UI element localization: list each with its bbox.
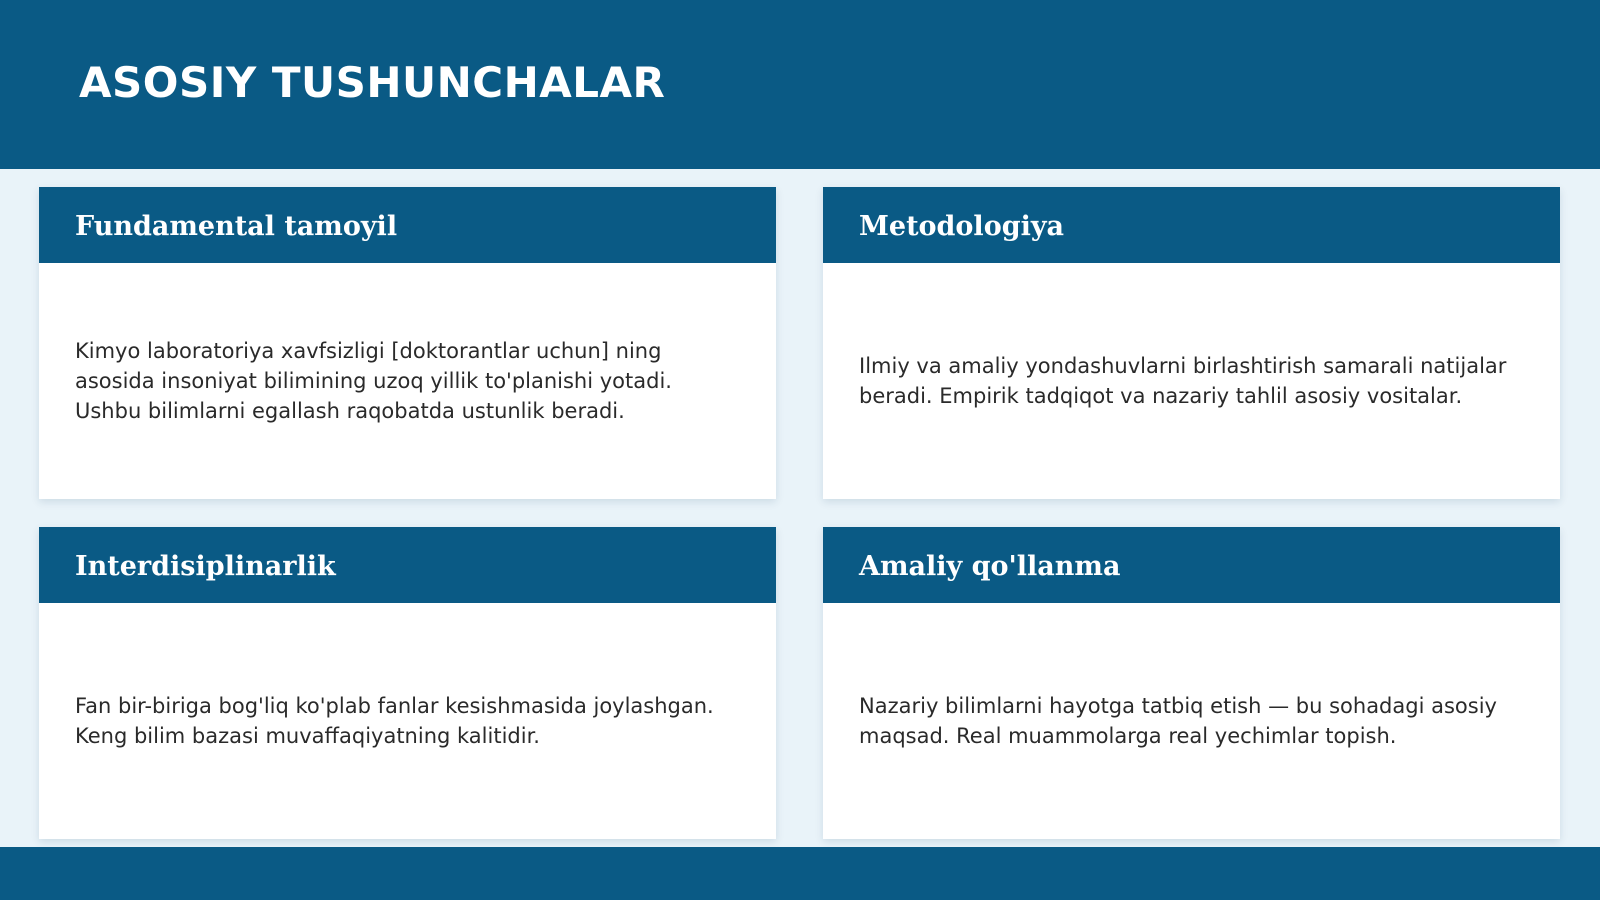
card-header: [39, 527, 776, 603]
card-body: [859, 263, 1524, 499]
card-metodologiya: [823, 187, 1560, 499]
card-title: Amaliy qo'llanma: [859, 551, 1121, 582]
card-header: [39, 187, 776, 263]
card-header: [823, 187, 1560, 263]
card-title: Fundamental tamoyil: [75, 211, 398, 242]
footer-bar: [0, 847, 1600, 900]
card-body: [75, 263, 740, 499]
card-body: [859, 603, 1524, 839]
card-text: Kimyo laboratoriya xavfsizligi [doktorantlar uchun] ning asosida insoniyat bilimining uzoq yillik to'planishi yotadi. Ushbu bilimlarni egallash raqobatda ustunlik beradi.: [75, 339, 672, 423]
card-body: [75, 603, 740, 839]
card-title: Metodologiya: [859, 211, 1065, 242]
card-text: Nazariy bilimlarni hayotga tatbiq etish — bu sohadagi asosiy maqsad. Real muammolarga real yechimlar topish.: [859, 694, 1497, 748]
card-text: Ilmiy va amaliy yondashuvlarni birlashtirish samarali natijalar beradi. Empirik tadqiqot va nazariy tahlil asosiy vositalar.: [859, 354, 1507, 408]
card-amaliy-qollanma: [823, 527, 1560, 839]
card-header: [823, 527, 1560, 603]
card-text: Fan bir-biriga bog'liq ko'plab fanlar kesishmasida joylashgan. Keng bilim bazasi muvaffaqiyatning kalitidir.: [75, 694, 714, 748]
header-bar: [0, 0, 1600, 169]
card-interdisiplinarlik: [39, 527, 776, 839]
card-title: Interdisiplinarlik: [75, 551, 336, 582]
card-fundamental-tamoyil: [39, 187, 776, 499]
page-title: ASOSIY TUSHUNCHALAR: [79, 58, 666, 107]
